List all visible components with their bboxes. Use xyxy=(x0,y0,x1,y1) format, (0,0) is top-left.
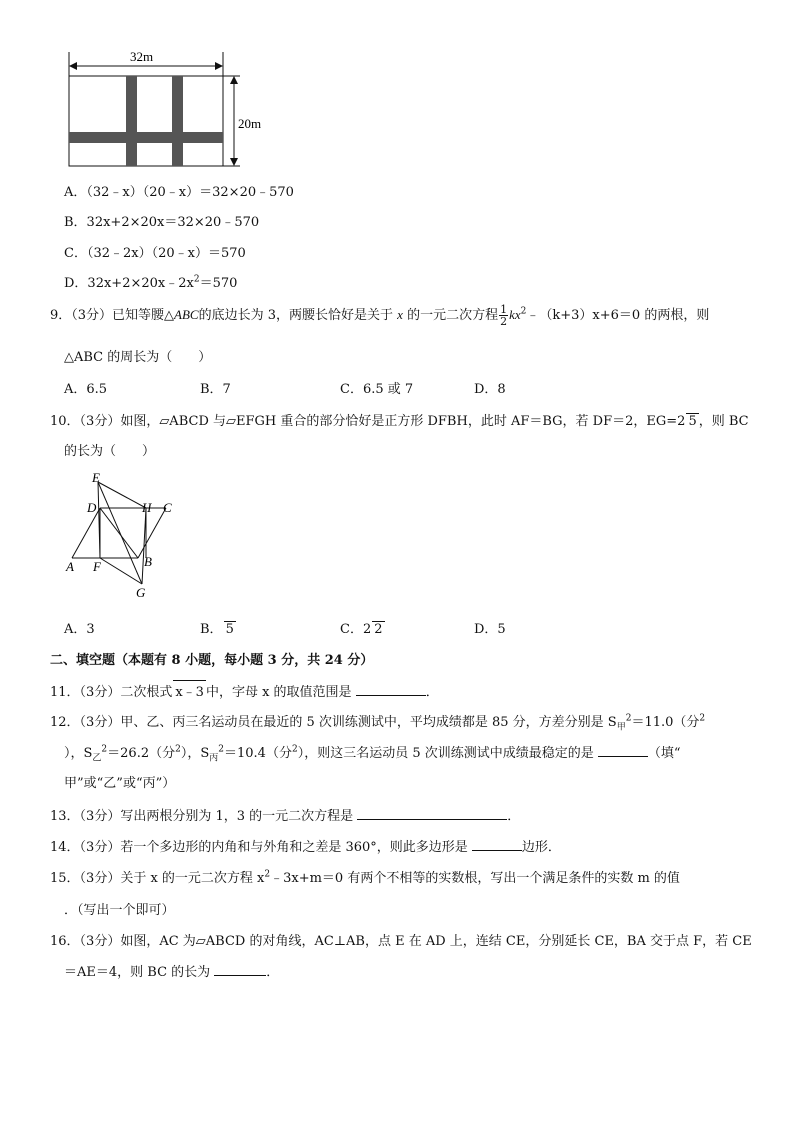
q9-var-x: x xyxy=(397,307,403,322)
q14-answer-blank[interactable] xyxy=(472,838,522,851)
section-2-heading: 二、填空题（本题有 8 小题，每小题 3 分，共 24 分） xyxy=(50,653,374,668)
q10-option-c-sqrt: 2 xyxy=(374,622,383,637)
q12-sub-bing: 丙 xyxy=(209,753,219,764)
q8-option-c: C．（32﹣2x）（20﹣x）＝570 xyxy=(64,246,246,261)
q13-answer-blank[interactable] xyxy=(357,807,507,820)
q9-text-b: 的底边长为 3，两腰长恰好是关于 xyxy=(198,308,394,323)
label-A: A xyxy=(66,559,74,574)
q9-frac-num: 1 xyxy=(500,303,508,316)
q15-line2: ．（写出一个即可） xyxy=(64,903,175,918)
q12-text-2e: ），则这三名运动员 5 次训练测试中成绩最稳定的是 xyxy=(297,746,594,761)
q13-line xyxy=(50,805,520,824)
q14-text-end: 边形． xyxy=(521,840,561,855)
q12-sq-2: 2 xyxy=(699,713,706,724)
q9-text-a: 9．（3分）已知等腰△ xyxy=(50,308,175,323)
q12-text-2b: ＝26.2（分 xyxy=(107,746,176,761)
q15-text-b: ﹣3x+m＝0 有两个不相等的实数根，写出一个满足条件的实数 m 的值 xyxy=(270,871,680,886)
q11-sqrt: x﹣3 xyxy=(173,680,206,700)
q8-option-d-exp: 2 xyxy=(193,274,200,285)
q12-text-2c: ），S xyxy=(180,746,210,761)
q12-text-2f: （填“ xyxy=(647,746,681,761)
q12-sub-yi: 乙 xyxy=(92,753,102,764)
q9-option-a: A．6.5 xyxy=(64,382,108,397)
q12-sq-1: 2 xyxy=(625,713,632,724)
q14-text: 14．（3分）若一个多边形的内角和与外角和之差是 360°，则此多边形是 xyxy=(50,840,468,855)
label-E: E xyxy=(92,470,100,485)
label-B: B xyxy=(144,554,152,569)
q16-line1: 16．（3分）如图，AC 为▱ABCD 的对角线，AC⊥AB，点 E 在 AD 上，连结 CE，分别延长 CE，BA 交于点 F，若 CE xyxy=(50,934,752,949)
q12-text-2a: ），S xyxy=(64,746,93,761)
q10-text-end: ，则 BC xyxy=(698,414,749,429)
q12-sq-5: 2 xyxy=(218,744,224,755)
q10-option-b-sqrt: 5 xyxy=(225,622,234,637)
q12-text-2d: ＝10.4（分 xyxy=(224,746,292,761)
q13-text: 13．（3分）写出两根分别为 1，3 的一元二次方程是 xyxy=(50,809,354,824)
q10-text: 10．（3分）如图，▱ABCD 与▱EFGH 重合的部分恰好是正方形 DFBH，此时 AF＝BG，若 DF＝2，EG=2 xyxy=(50,414,686,429)
q9-fraction xyxy=(499,304,508,327)
q12-sq-4: 2 xyxy=(175,744,181,755)
q9-exp: 2 xyxy=(520,306,527,317)
q11-answer-blank[interactable] xyxy=(356,683,426,696)
q12-line3: 甲”或“乙”或“丙”） xyxy=(64,776,176,791)
q10-option-a: A．3 xyxy=(64,622,95,637)
label-D: D xyxy=(87,500,97,515)
q11-text-post: 中，字母 x 的取值范围是 xyxy=(205,685,352,700)
q9-option-b: B．7 xyxy=(200,382,231,397)
q13-text-end: ． xyxy=(507,809,521,824)
q10-sqrt: 5 xyxy=(688,414,697,429)
q11-text-end: ． xyxy=(425,685,439,700)
q10-option-b-label: B． xyxy=(200,622,223,637)
q16-text-end: ． xyxy=(266,965,280,980)
label-G: G xyxy=(136,585,146,600)
q14-line xyxy=(50,836,561,855)
q16-answer-blank[interactable] xyxy=(214,963,266,976)
q12-line2 xyxy=(64,742,681,764)
q8-option-b: B．32x+2×20x＝32×20﹣570 xyxy=(64,215,260,230)
q9-line2: △ABC 的周长为（ ） xyxy=(64,350,212,365)
q15-text-a: 15．（3分）关于 x 的一元二次方程 x xyxy=(50,871,265,886)
q10-line2: 的长为（ ） xyxy=(64,444,156,459)
label-F: F xyxy=(93,559,101,574)
label-C: C xyxy=(163,500,172,515)
q11-line xyxy=(50,680,439,700)
q15-line1 xyxy=(50,867,680,886)
q9-line1 xyxy=(50,304,709,327)
q10-geometry-figure xyxy=(60,470,190,602)
q8-option-d xyxy=(64,272,237,291)
q9-frac-den: 2 xyxy=(500,315,508,328)
q11-text: 11．（3分）二次根式 xyxy=(50,685,173,700)
q8-option-d-end: ＝570 xyxy=(199,276,238,291)
width-label: 32m xyxy=(130,49,154,64)
q10-option-b xyxy=(200,618,236,637)
q9-option-d: D．8 xyxy=(474,382,506,397)
q9-triangle: ABC xyxy=(174,307,199,322)
q10-line1 xyxy=(50,410,749,429)
q12-line1 xyxy=(50,711,705,733)
q9-text-e: ﹣（k+3）x+6＝0 的两根，则 xyxy=(526,308,710,323)
q12-answer-blank[interactable] xyxy=(598,744,648,757)
q8-option-a: A．（32﹣x）（20﹣x）＝32×20﹣570 xyxy=(64,185,294,200)
q9-option-c: C．6.5 或 7 xyxy=(340,382,414,397)
q10-option-d: D．5 xyxy=(474,622,506,637)
q10-option-c-label: C．2 xyxy=(340,622,372,637)
q12-sub-jia: 甲 xyxy=(616,722,626,733)
q16-text: ＝AE＝4，则 BC 的长为 xyxy=(64,965,211,980)
height-label: 20m xyxy=(238,116,262,131)
q12-text-1: 12．（3分）甲、乙、丙三名运动员在最近的 5 次训练测试中，平均成绩都是 85 分，方差分别是 S xyxy=(50,715,617,730)
q15-exp: 2 xyxy=(264,869,271,880)
road-diagram xyxy=(60,44,280,170)
q12-text-1b: ＝11.0（分 xyxy=(631,715,700,730)
q9-text-c: 的一元二次方程 xyxy=(407,308,499,323)
q12-sq-3: 2 xyxy=(101,744,108,755)
label-H: H xyxy=(142,500,152,515)
q9-text-d: kx xyxy=(509,307,521,322)
q16-line2 xyxy=(64,961,279,980)
q12-sq-6: 2 xyxy=(291,744,298,755)
q8-option-d-text: D．32x+2×20x﹣2x xyxy=(64,276,194,291)
q10-option-c xyxy=(340,618,385,637)
